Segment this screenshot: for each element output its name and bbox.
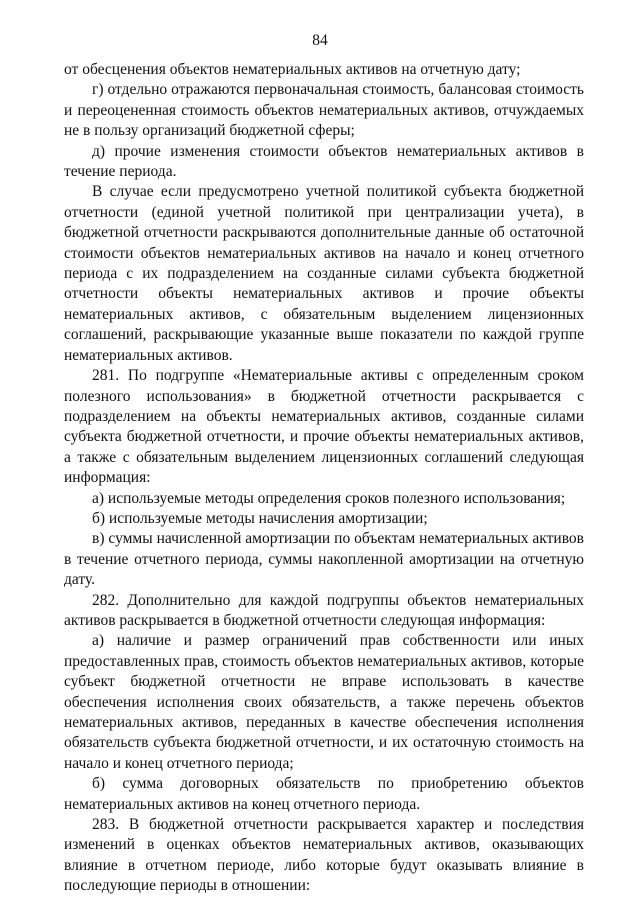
- paragraph-281-item-v: в) суммы начисленной амортизации по объектам нематериальных активов в течение отчетного периода, суммы накопленной амортизации на отчетную дату.: [64, 530, 584, 589]
- paragraph-continuation: от обесценения объектов нематериальных активов на отчетную дату;: [64, 61, 521, 78]
- paragraph-281: 281. По подгруппе «Нематериальные активы с определенным сроком полезного использования» в бюджетной отчетности раскрывается с подразделением на объекты нематериальных активов, созданные силами субъекта бюджетной отчетности, и прочие объекты нематериальных активов, а также с обязательным выделением лицензионных соглашений следующая информация:: [64, 367, 584, 487]
- paragraph-281-item-b: б) используемые методы начисления амортизации;: [92, 509, 428, 527]
- page-number: 84: [312, 32, 328, 49]
- paragraph-282-item-b: б) сумма договорных обязательств по приобретению объектов нематериальных активов на конец отчетного периода.: [64, 775, 584, 813]
- paragraph-282-item-a: а) наличие и размер ограничений прав собственности или иных предоставленных прав, стоимость объектов нематериальных активов, которые субъект бюджетной отчетности не вправе использовать в качестве обеспечения исполнения своих обязательств, а также перечень объектов нематериальных активов, переданных в качестве обеспечения исполнения обязательств субъекта бюджетной отчетности, и их остаточную стоимость на начало и конец отчетного периода;: [64, 632, 584, 772]
- paragraph-283: 283. В бюджетной отчетности раскрывается характер и последствия изменений в оценках объектов нематериальных активов, оказывающих влияние в отчетном периоде, либо которые будут оказывать влияние в последующие периоды в отношении:: [64, 816, 584, 895]
- paragraph-item-g: г) отдельно отражаются первоначальная стоимость, балансовая стоимость и переоцененная стоимость объектов нематериальных активов, отчуждаемых не в пользу организаций бюджетной сферы;: [64, 81, 584, 140]
- document-body: [64, 60, 584, 897]
- paragraph-additional-data: В случае если предусмотрено учетной политикой субъекта бюджетной отчетности (единой учетной политикой при централизации учета), в бюджетной отчетности раскрываются дополнительные данные об остаточной стоимости объектов нематериальных активов на начало и конец отчетного периода с их подразделением на созданные силами субъекта бюджетной отчетности объекты нематериальных активов и прочие объекты нематериальных активов, с обязательным выделением лицензионных соглашений, раскрывающие указанные выше показатели по каждой группе нематериальных активов.: [64, 183, 584, 364]
- paragraph-281-item-a: а) используемые методы определения сроков полезного использования;: [92, 489, 566, 507]
- paragraph-item-d: д) прочие изменения стоимости объектов нематериальных активов в течение периода.: [64, 142, 584, 181]
- paragraph-282: 282. Дополнительно для каждой подгруппы объектов нематериальных активов раскрывается в бюджетной отчетности следующая информация:: [64, 591, 584, 629]
